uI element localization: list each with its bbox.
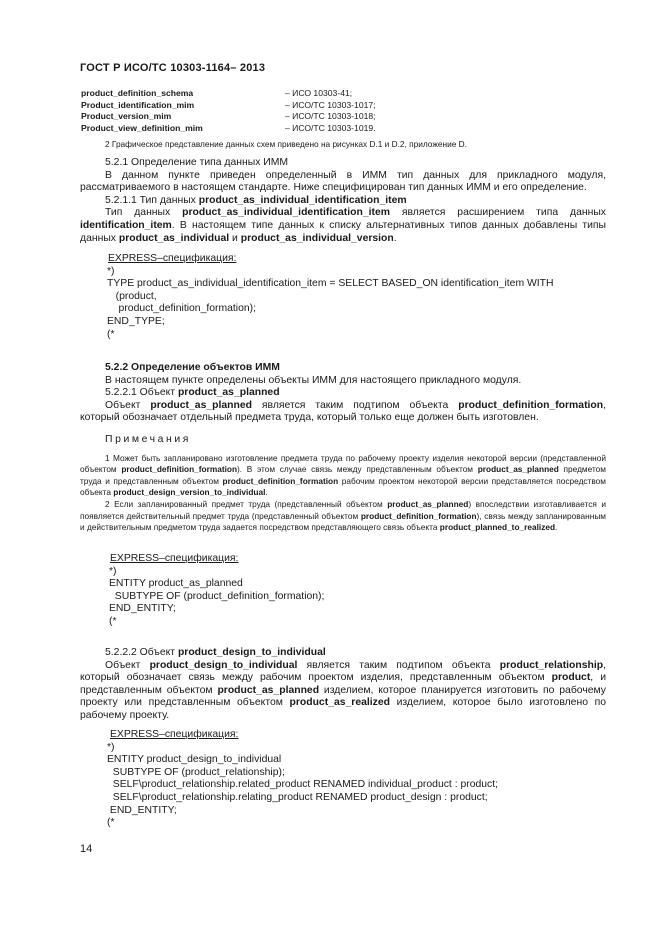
section-text: В настоящем пункте определены объекты ИММ для настоящего прикладного модуля.: [105, 374, 522, 386]
express-code: *) ENTITY product_as_planned SUBTYPE OF (product_definition_formation); END_ENTITY; (*: [109, 565, 325, 627]
express-label: EXPRESS–спецификация:: [110, 553, 239, 564]
section-5-2-2-2: [80, 647, 606, 723]
section-5-2-1: [80, 157, 606, 245]
schema-name: Product_view_definition_mim: [81, 122, 203, 133]
express-code: *) ENTITY product_design_to_individual SUBTYPE OF (product_relationship); SELF\product_relationship.related_product RENAMED individual_product : product; SELF\product_relationship.relating_product RENAMED product_design : product; END_ENTITY; (*: [107, 741, 499, 829]
document-header: ГОСТ Р ИСО/ТС 10303-1164– 2013: [80, 62, 266, 74]
express-label: EXPRESS–спецификация:: [108, 253, 237, 264]
type-name: product_as_individual_identification_item: [198, 194, 407, 206]
express-code: *) TYPE product_as_individual_identification_item = SELECT BASED_ON identification_item WITH (product, product_definition_formation); END_TYPE; (*: [107, 265, 554, 340]
schema-reference: – ИСО/ТС 10303-1018;: [285, 111, 376, 122]
graphic-note-text: 2 Графическое представление данных схем приведено на рисунках D.1 и D.2, приложение D.: [105, 139, 467, 149]
section-5-2-2: [80, 362, 606, 425]
express-label: EXPRESS–спецификация:: [110, 729, 239, 740]
schema-name: Product_identification_mim: [81, 99, 195, 110]
express-block-2: [80, 553, 606, 629]
page-number: 14: [80, 843, 93, 855]
section-text: Объект product_as_planned является таким подтипом объекта product_definition_formation, который обозначает отдельный предмета труда, который только еще должен быть изготовлен.: [80, 399, 606, 424]
notes-heading: Примечания: [105, 434, 191, 445]
section-text: Объект product_design_to_individual является таким подтипом объекта product_relationship, который обозначает связь между рабочим проектом изделия, представленным объектом product, и представленным объектом product_as_planned изделием, которое планируется изготовить по рабочему проекту или представленным объектом product_as_realized изделием, которое было изготовлено по рабочему проекту.: [80, 659, 607, 721]
section-text: В данном пункте приведен определенный в ИММ тип данных для прикладного модуля, рассматриваемого в настоящем стандарте. Ниже специфицирован тип данных ИММ и его определение.: [80, 169, 606, 194]
express-block-1: [80, 253, 606, 341]
graphic-note: [80, 139, 606, 151]
notes-block: [80, 434, 606, 534]
section-heading: 5.2.2 Определение объектов ИММ: [105, 362, 280, 373]
express-block-3: [80, 729, 606, 830]
subsection-heading: 5.2.2.2 Объект product_design_to_individual: [105, 647, 326, 658]
note-2: 2 Если запланированный предмет труда (представленный объектом product_as_planned) впоследствии изготавливается и появляется действительный предмет труда (представленный объектом product_definition_formation), связь между запланированным и действительным предметом труда задается посредством представляющего связь объекта product_planned_to_realized.: [80, 498, 606, 533]
schema-reference: – ИСО/ТС 10303-1017;: [285, 99, 376, 110]
section-text: Тип данных product_as_individual_identification_item является расширением типа данных identification_item. В настоящем типе данных к списку альтернативных типов данных добавлены типы данных product_as_individual и product_as_individual_version.: [80, 207, 606, 244]
section-heading: 5.2.1 Определение типа данных ИММ: [105, 157, 289, 168]
schema-name: Product_version_mim: [81, 111, 172, 122]
schema-name: product_definition_schema: [81, 88, 194, 98]
schema-reference: – ИСО 10303-41;: [285, 88, 353, 98]
subsection-heading: 5.2.2.1 Объект product_as_planned: [105, 387, 280, 399]
note-1: 1 Может быть запланировано изготовление предмета труда по рабочему проекту изделия некоторой версии (представленной объектом product_definition_formation). В этом случае связь между представленным объектом product_as_planned предметом труда и представленным объектом product_definition_formation рабочим проектом некоторой версии представляется посредством объекта product_design_version_to_individual.: [80, 452, 606, 498]
subsection-heading: 5.2.1.1 Тип данных product_as_individual_identification_item: [105, 194, 407, 206]
schema-reference: – ИСО/ТС 10303-1019.: [285, 122, 376, 133]
